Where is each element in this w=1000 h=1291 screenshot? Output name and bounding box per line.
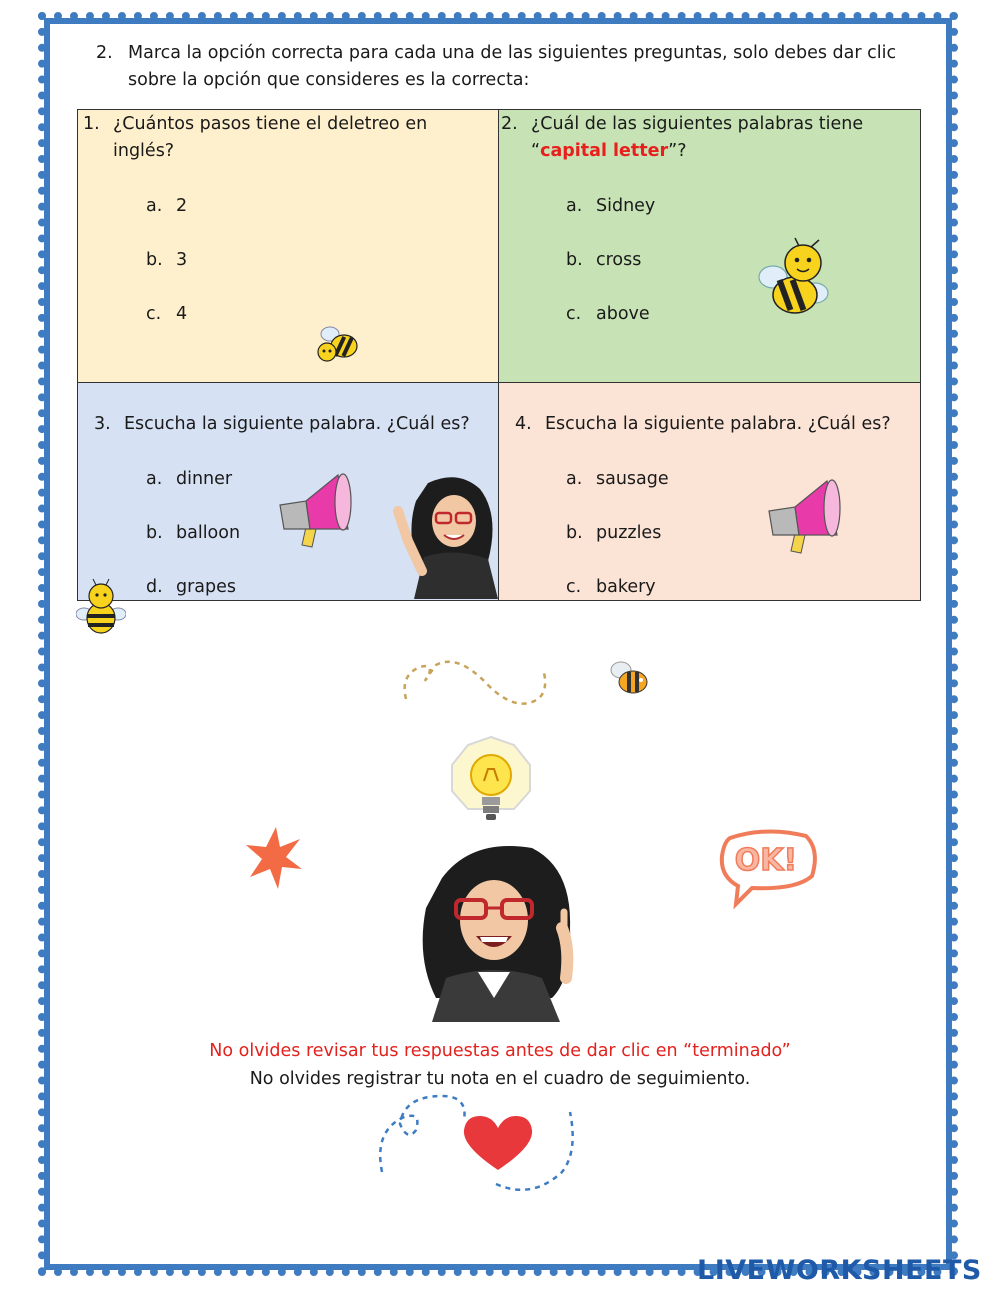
bee-icon: [312, 322, 362, 370]
megaphone-icon[interactable]: [276, 467, 356, 549]
question-4-text: 4. Escucha la siguiente palabra. ¿Cuál es?: [515, 414, 891, 434]
q1-option-b[interactable]: b. 3: [146, 250, 188, 270]
instructions: [96, 40, 926, 94]
q2-option-c[interactable]: c. above: [566, 304, 650, 324]
ok-sticker: [716, 826, 820, 910]
q4-option-a[interactable]: a. sausage: [566, 469, 669, 489]
heart-swirl-decoration: [372, 1092, 582, 1196]
ok-sticker-text: OK!: [734, 843, 798, 878]
swirl-decoration: [398, 655, 553, 713]
question-3-text: 3. Escucha la siguiente palabra. ¿Cuál es?: [94, 414, 470, 434]
megaphone-icon[interactable]: [765, 473, 845, 555]
teacher-avatar: [388, 471, 498, 599]
q2-option-a[interactable]: a. Sidney: [566, 196, 656, 216]
instruction-text: Marca la opción correcta para cada una de las siguientes preguntas, solo debes dar clic sobre la opción que consideres es la correcta:: [128, 43, 897, 90]
bee-icon: [757, 235, 837, 319]
reminder-black-text: No olvides registrar tu nota en el cuadro de seguimiento.: [249, 1069, 751, 1089]
instruction-number: 2.: [96, 43, 113, 63]
q3-option-a[interactable]: a. dinner: [146, 469, 233, 489]
question-1-panel: [78, 110, 499, 383]
q2-option-b[interactable]: b. cross: [566, 250, 642, 270]
q1-option-a[interactable]: a. 2: [146, 196, 188, 216]
reminder-red-text: No olvides revisar tus respuestas antes de dar clic en “terminado”: [209, 1041, 791, 1061]
q3-option-b[interactable]: b. balloon: [146, 523, 241, 543]
question-2-text: 2. ¿Cuál de las siguientes palabras tiene “capital letter”?: [501, 114, 864, 161]
heart-icon: [464, 1116, 532, 1170]
q4-option-b[interactable]: b. puzzles: [566, 523, 662, 543]
bee-icon: [607, 658, 651, 698]
star-burst-icon: [244, 825, 304, 891]
q3-option-d[interactable]: d. grapes: [146, 577, 237, 597]
questions-grid: [77, 109, 921, 601]
question-4-panel: [499, 383, 920, 600]
q1-option-c[interactable]: c. 4: [146, 304, 188, 324]
liveworksheets-logo: LIVEWORKSHEETS: [697, 1255, 982, 1286]
bee-icon: [76, 578, 126, 636]
capital-letter-highlight: capital letter: [540, 141, 669, 161]
question-1-text: 1. ¿Cuántos pasos tiene el deletreo en inglés?: [83, 114, 428, 161]
question-2-panel: [499, 110, 920, 383]
teacher-avatar: [412, 838, 582, 1022]
lightbulb-icon: [448, 735, 534, 831]
question-3-panel: [78, 383, 499, 600]
q4-option-c[interactable]: c. bakery: [566, 577, 656, 597]
